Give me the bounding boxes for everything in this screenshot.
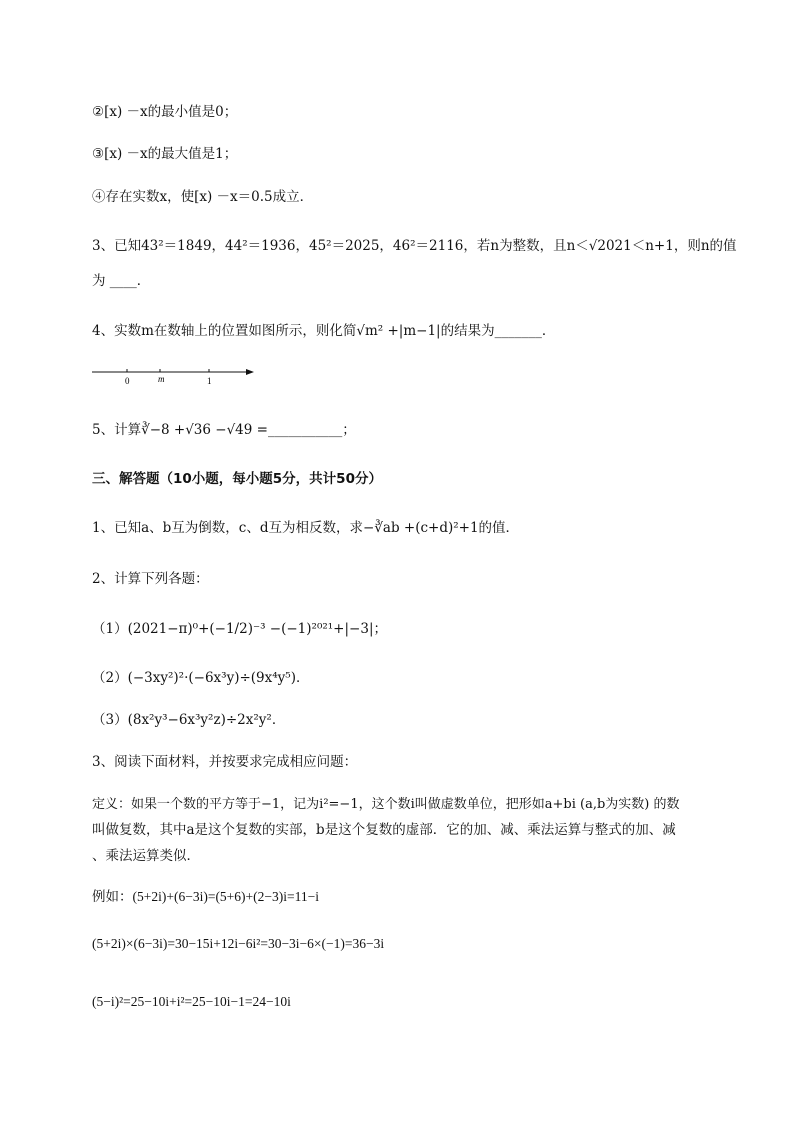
- tick-label-m: m: [158, 374, 165, 384]
- example-3: (5−i)²=25−10i+i²=25−10i−1=24−10i: [92, 994, 291, 1009]
- statement-2: ②[x) －x的最小值是0；: [92, 104, 238, 120]
- statement-3: ③[x) －x的最大值是1；: [92, 146, 238, 162]
- answer-question-2-part-3: （3）(8x²y³−6x³y²z)÷2x²y²．: [92, 712, 286, 728]
- statement-4: ④存在实数x，使[x) －x＝0.5成立．: [92, 189, 314, 205]
- question-3-line-1: 3、已知43²＝1849，44²＝1936，45²＝2025，46²＝2116，若n为整数，且n＜√2021＜n+1，则n的值: [92, 238, 737, 254]
- section-heading: 三、解答题（10小题，每小题5分，共计50分）: [92, 471, 382, 487]
- tick-label-zero: 0: [125, 376, 130, 385]
- tick-label-one: 1: [207, 376, 212, 385]
- answer-question-1: 1、已知a、b互为倒数，c、d互为相反数，求−∛ab +(c+d)²+1的值．: [92, 520, 520, 536]
- definition-line-3: 、乘法运算类似．: [92, 848, 200, 864]
- answer-question-3: 3、阅读下面材料，并按要求完成相应问题：: [92, 754, 358, 770]
- question-5: 5、计算∛−8 +√36 −√49 =___________；: [92, 422, 356, 438]
- definition-line-2: 叫做复数，其中a是这个复数的实部，b是这个复数的虚部．它的加、减、乘法运算与整式的加、减: [92, 822, 676, 838]
- answer-question-2-part-2: （2）(−3xy²)²·(−6x³y)÷(9x⁴y⁵)．: [92, 670, 310, 686]
- arrow-icon: [246, 369, 254, 375]
- number-line-figure: [92, 363, 262, 385]
- definition-line-1: 定义：如果一个数的平方等于−1，记为i²=−1，这个数i叫做虚数单位，把形如a+bi (a,b为实数) 的数: [92, 797, 680, 812]
- question-3-line-2: 为 ____．: [92, 273, 151, 289]
- question-4: 4、实数m在数轴上的位置如图所示，则化简√m² +|m−1|的结果为_______．: [92, 323, 556, 339]
- answer-question-2-part-1: （1）(2021−π)⁰+(−1/2)⁻³ −(−1)²⁰²¹+|−3|；: [92, 621, 387, 637]
- example-1: 例如：(5+2i)+(6−3i)=(5+6)+(2−3)i=11−i: [92, 889, 319, 904]
- example-2: (5+2i)×(6−3i)=30−15i+12i−6i²=30−3i−6×(−1)=36−3i: [92, 936, 385, 951]
- answer-question-2: 2、计算下列各题：: [92, 571, 209, 587]
